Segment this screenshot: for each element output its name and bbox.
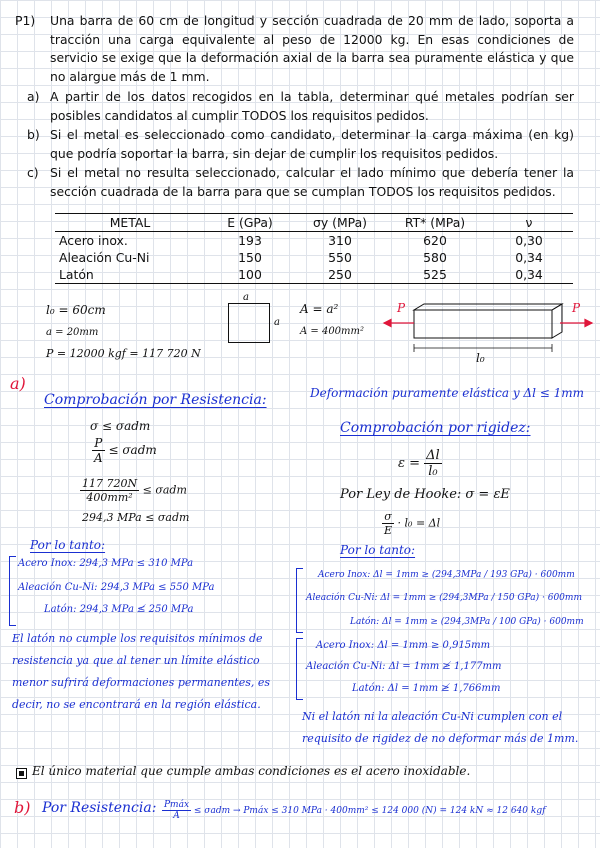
- hooke-law: Por Ley de Hooke: σ = εE: [340, 487, 510, 502]
- deformation-title: Deformación puramente elástica y Δl ≤ 1mm: [310, 386, 585, 400]
- table-cell: 0,34: [515, 250, 543, 265]
- item-a-label: a): [27, 89, 40, 104]
- col-header-e: E (GPa): [227, 215, 273, 230]
- por-lo-tanto-res: Por lo tanto:: [30, 538, 106, 552]
- hooke-step: [382, 510, 440, 537]
- res2-num: P: [92, 436, 105, 451]
- res-check-acero: Acero Inox: 294,3 MPa ≤ 310 MPa: [18, 558, 194, 569]
- table-row: [55, 249, 573, 266]
- conclusion-text: El único material que cumple ambas condiciones es el acero inoxidable.: [32, 764, 471, 778]
- square-label-side: a: [274, 317, 280, 328]
- table-row: [55, 232, 573, 250]
- part-b-label: b): [14, 798, 31, 817]
- rig-note: Ni el latón ni la aleación Cu-Ni cumplen con el requisito de rigidez de no deformar más de 1mm.: [302, 710, 579, 745]
- pb-den: A: [173, 811, 180, 821]
- table-cell: 310: [328, 233, 352, 248]
- item-b-text: Si el metal es seleccionado como candidato, determinar la carga máxima (en kg) que podría soportar la barra, sin dejar de cumplir los requisitos pedidos.: [50, 127, 574, 161]
- table-header-row: [55, 214, 573, 232]
- res-check-cuni: Aleación Cu-Ni: 294,3 MPa ≤ 550 MPa: [18, 582, 215, 593]
- conclusion-checkbox-icon: [16, 768, 27, 779]
- force-label-left: P: [397, 301, 406, 315]
- table-row: [55, 266, 573, 284]
- res3-num: 117 720N: [82, 477, 138, 490]
- given-p: P = 12000 kgf = 117 720 N: [46, 347, 201, 360]
- rig-result-acero: Acero Inox: Δl = 1mm ≥ 0,915mm: [316, 640, 491, 651]
- table-cell: Acero inox.: [59, 233, 128, 248]
- square-label-top: a: [243, 292, 249, 303]
- table-cell: 250: [328, 267, 352, 282]
- res-step-4: 294,3 MPa ≤ σadm: [82, 511, 190, 524]
- given-a: a = 20mm: [46, 327, 99, 338]
- item-b-label: b): [27, 127, 40, 142]
- hooke2-den: E: [384, 524, 393, 537]
- table-cell: 580: [423, 250, 447, 265]
- item-a-text: A partir de los datos recogidos en la tabla, determinar qué metales podrían ser posibles candidatos al cumplir TODOS los requisitos pedidos.: [50, 89, 574, 123]
- rig-result-laton: Latón: Δl = 1mm ≱ 1,766mm: [352, 683, 501, 694]
- epsilon-def: [398, 448, 442, 479]
- given-l0: l₀ = 60cm: [46, 303, 106, 317]
- pb-rhs: ≤ σadm → Pmáx ≤ 310 MPa · 400mm² ≤ 124 000 (N) = 124 kN ≈ 12 640 kgf: [193, 806, 546, 816]
- part-b-formula: [162, 800, 545, 821]
- part-b-title: Por Resistencia:: [42, 800, 157, 816]
- por-lo-tanto-rig: Por lo tanto:: [340, 543, 416, 557]
- problem-label: P1): [15, 13, 36, 28]
- hooke2-rhs: · l₀ = Δl: [397, 516, 441, 530]
- rig-results-bracket: [296, 638, 303, 700]
- bar-drawing: [380, 300, 600, 370]
- res-step-2: [92, 436, 157, 465]
- part-a-label: a): [10, 374, 26, 393]
- table-cell: 550: [328, 250, 352, 265]
- resistencia-title: Comprobación por Resistencia:: [44, 392, 267, 408]
- table-cell: 0,34: [515, 267, 543, 282]
- rig-check-cuni: Aleación Cu-Ni: Δl = 1mm ≥ (294,3MPa / 150 GPa) · 600mm: [306, 593, 582, 603]
- rig-result-cuni: Aleación Cu-Ni: Δl = 1mm ≱ 1,177mm: [306, 661, 502, 672]
- table-cell: 193: [238, 233, 262, 248]
- force-label-right: P: [572, 301, 581, 315]
- item-c-label: c): [27, 165, 39, 180]
- eps-num: Δl: [426, 448, 440, 463]
- res2-den: A: [94, 451, 103, 465]
- res-note: El latón no cumple los requisitos mínimos de resistencia ya que al tener un límite elástico menor sufrirá deformaciones permanentes, es decir, no se encontrará en la región elástica.: [12, 632, 271, 711]
- rig-check-laton: Latón: Δl = 1mm ≥ (294,3MPa / 100 GPa) · 600mm: [350, 617, 584, 627]
- res3-den: 400mm²: [86, 491, 133, 504]
- col-header-nu: ν: [525, 215, 533, 230]
- area-formula: A = a²: [300, 302, 339, 316]
- res2-rhs: ≤ σadm: [108, 443, 157, 457]
- rig-checks-bracket: [296, 568, 303, 633]
- rigidez-title: Comprobación por rigidez:: [340, 420, 531, 436]
- force-arrow-right: [560, 320, 592, 327]
- col-header-sy: σy (MPa): [313, 215, 367, 230]
- hooke2-num: σ: [382, 510, 394, 524]
- res-checks-bracket: [9, 556, 16, 626]
- res-step-3: [80, 477, 187, 504]
- res-check-laton: Latón: 294,3 MPa ≰ 250 MPa: [44, 604, 194, 615]
- pb-num: Pmáx: [164, 800, 190, 810]
- bar-outline: [414, 304, 562, 338]
- table-cell: 525: [423, 267, 447, 282]
- table-cell: 620: [423, 233, 447, 248]
- res-step-1: σ ≤ σadm: [90, 419, 151, 433]
- eps-den: l₀: [428, 464, 438, 479]
- bar-length-label: l₀: [476, 351, 485, 365]
- table-cell: Latón: [59, 267, 94, 282]
- item-c-text: Si el metal no resulta seleccionado, calcular el lado mínimo que debería tener la sección cuadrada de la barra para que se cumplan TODOS los requisitos pedidos.: [50, 165, 574, 199]
- table-cell: 150: [238, 250, 262, 265]
- problem-statement: Una barra de 60 cm de longitud y sección cuadrada de 20 mm de lado, soporta a tracción una carga equivalente al peso de 12000 kg. En esas condiciones de servicio se exige que la deformación axial de la barra sea puramente elástica y que no alargue más de 1 mm.: [50, 13, 574, 84]
- table-cell: 100: [238, 267, 262, 282]
- col-header-rt: RT* (MPa): [404, 215, 466, 230]
- res3-rhs: ≤ σadm: [142, 483, 187, 497]
- table-cell: 0,30: [515, 233, 543, 248]
- force-arrow-left: [384, 320, 414, 327]
- metals-table: [55, 213, 573, 284]
- area-value: A = 400mm²: [300, 326, 365, 337]
- col-header-metal: METAL: [109, 215, 151, 230]
- eps-lhs: ε =: [398, 456, 421, 471]
- rig-check-acero: Acero Inox: Δl = 1mm ≥ (294,3MPa / 193 GPa) · 600mm: [318, 570, 575, 580]
- table-cell: Aleación Cu-Ni: [59, 250, 150, 265]
- square-section-drawing: [228, 303, 270, 343]
